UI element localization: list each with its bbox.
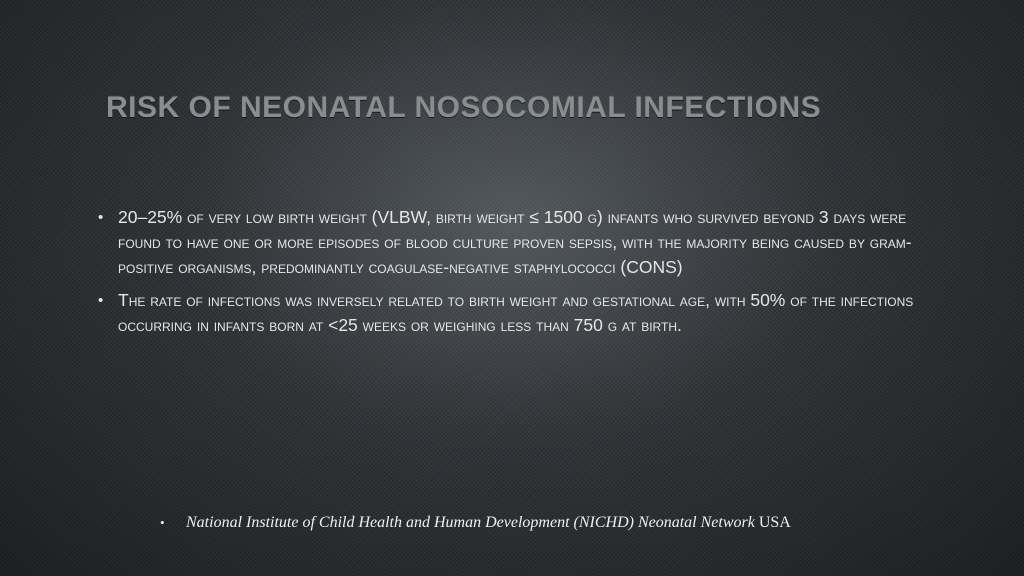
bullet-item bbox=[96, 205, 916, 280]
bullet-marker: • bbox=[98, 209, 104, 226]
footnote bbox=[160, 514, 960, 532]
footnote-bullet-marker: • bbox=[160, 515, 165, 530]
footnote-country: USA bbox=[758, 514, 791, 531]
bullet-list bbox=[96, 205, 916, 346]
bullet-text: The rate of infections was inversely related to birth weight and gestational age, with 50% of the infections occurring in infants born at <25 weeks or weighing less than 750 g at birth. bbox=[118, 290, 914, 335]
bullet-text: 20–25% of very low birth weight (VLBW, birth weight ≤ 1500 g) infants who survived beyond 3 days were found to have one or more episodes of blood culture proven sepsis, with the majority being caused by gram-positive organisms, predominantly coagulase-negative staphylococci (CONS) bbox=[118, 207, 912, 277]
bullet-marker: • bbox=[98, 292, 104, 309]
slide-title: RISK OF NEONATAL NOSOCOMIAL INFECTIONS bbox=[106, 91, 822, 124]
footnote-organization: National Institute of Child Health and Human Development (NICHD) Neonatal Network bbox=[186, 514, 755, 531]
bullet-item bbox=[96, 288, 916, 338]
